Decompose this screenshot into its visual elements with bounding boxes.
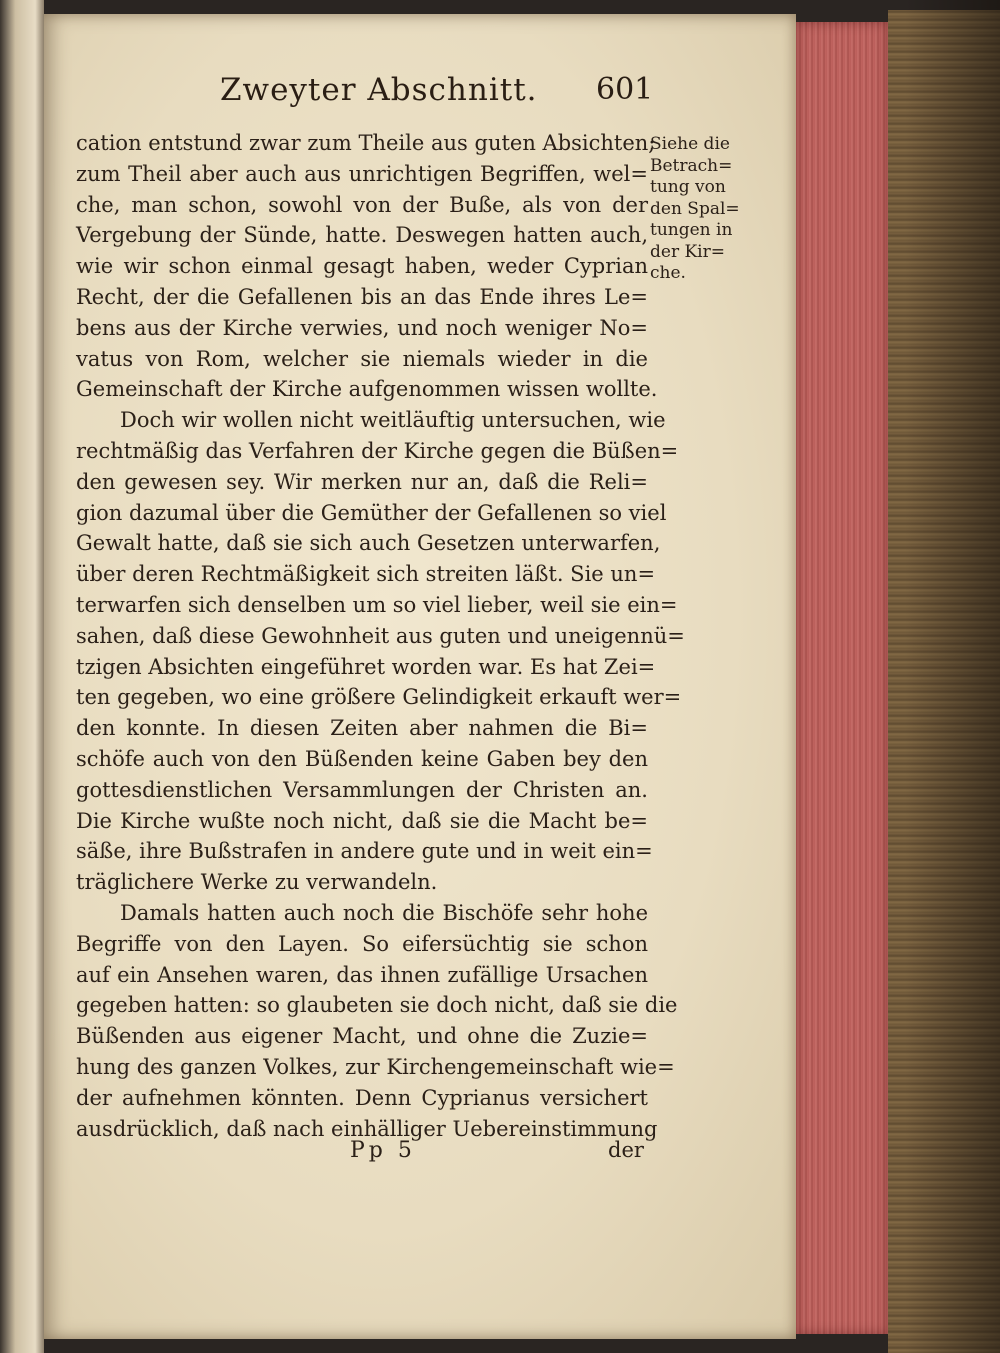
facing-page-edge	[0, 0, 44, 1353]
text-line: ten gegeben, wo eine größere Gelindigkeit erkauft wer=	[76, 685, 682, 710]
catchword: der	[608, 1138, 644, 1162]
signature-mark: Pp 5	[350, 1138, 416, 1163]
page-header	[220, 72, 660, 122]
text-line: sahen, daß diese Gewohnheit aus guten und uneigennü=	[76, 623, 685, 648]
text-line: terwarfen sich denselben um so viel lieber, weil sie ein=	[76, 592, 678, 617]
text-line: den gewesen sey. Wir merken nur an, daß die Reli=	[76, 469, 648, 494]
text-line: Gemeinschaft der Kirche aufgenommen wissen wollte.	[76, 377, 658, 402]
text-line: den konnte. In diesen Zeiten aber nahmen die Bi=	[76, 716, 648, 741]
text-line: gion dazumal über die Gemüther der Gefallenen so viel	[76, 500, 667, 525]
text-line: über deren Rechtmäßigkeit sich streiten läßt. Sie un=	[76, 562, 656, 587]
marginal-note-line: Siehe die	[650, 134, 730, 154]
marginal-note-line: Betrach=	[650, 155, 733, 176]
text-line: säße, ihre Bußstrafen in andere gute und in weit ein=	[76, 839, 653, 864]
text-line: gottesdienstlichen Versammlungen der Christen an.	[76, 777, 648, 802]
text-line: auf ein Ansehen waren, das ihnen zufällige Ursachen	[76, 962, 648, 987]
body-text	[76, 128, 685, 1144]
page-number: 601	[596, 72, 654, 107]
marginal-note-line: che.	[650, 263, 686, 283]
page-block-edge	[796, 22, 888, 1334]
text-line: gegeben hatten: so glaubeten sie doch nicht, daß sie die	[76, 993, 678, 1018]
text-line: bens aus der Kirche verwies, und noch weniger No=	[76, 315, 648, 340]
text-line: schöfe auch von den Büßenden keine Gaben bey den	[76, 746, 648, 771]
text-line: träglichere Werke zu verwandeln.	[76, 870, 438, 895]
paragraph-start-line: Doch wir wollen nicht weitläuftig untersuchen, wie	[120, 408, 666, 433]
marginal-note-line: tungen in	[650, 220, 733, 240]
paragraph-start-line: Damals hatten auch noch die Bischöfe sehr hohe	[120, 900, 648, 925]
text-line: cation entstund zwar zum Theile aus guten Absichten;	[76, 131, 656, 155]
text-line: der aufnehmen könnten. Denn Cyprianus versichert	[76, 1085, 648, 1110]
text-line: zum Theil aber auch aus unrichtigen Begriffen, wel=	[76, 161, 648, 186]
text-line: che, man schon, sowohl von der Buße, als von der	[76, 192, 648, 217]
text-line: Begriffe von den Layen. So eifersüchtig sie schon	[76, 931, 648, 956]
text-line: vatus von Rom, welcher sie niemals wieder in die	[76, 346, 648, 371]
marginal-note	[650, 134, 768, 285]
text-line: Büßenden aus eigener Macht, und ohne die Zuzie=	[76, 1024, 648, 1049]
text-line: Vergebung der Sünde, hatte. Deswegen hatten auch,	[76, 223, 648, 248]
marginal-note-line: den Spal=	[650, 198, 740, 219]
text-line: wie wir schon einmal gesagt haben, weder Cyprian	[76, 254, 648, 279]
marginal-note-line: der Kir=	[650, 241, 725, 262]
text-line: rechtmäßig das Verfahren der Kirche gegen die Büßen=	[76, 438, 679, 463]
text-line: tzigen Absichten eingeführet worden war. Es hat Zei=	[76, 654, 656, 679]
running-head: Zweyter Abschnitt.	[220, 72, 538, 108]
marginal-note-line: tung von	[650, 177, 726, 197]
cover-shadow	[905, 0, 1000, 1353]
text-line: hung des ganzen Volkes, zur Kirchengemeinschaft wie=	[76, 1054, 675, 1079]
text-line: ausdrücklich, daß nach einhälliger Uebereinstimmung	[76, 1116, 658, 1141]
text-line: Gewalt hatte, daß sie sich auch Gesetzen unterwarfen,	[76, 531, 661, 556]
text-line: Die Kirche wußte noch nicht, daß sie die Macht be=	[76, 808, 648, 833]
text-line: Recht, der die Gefallenen bis an das Ende ihres Le=	[76, 284, 648, 309]
